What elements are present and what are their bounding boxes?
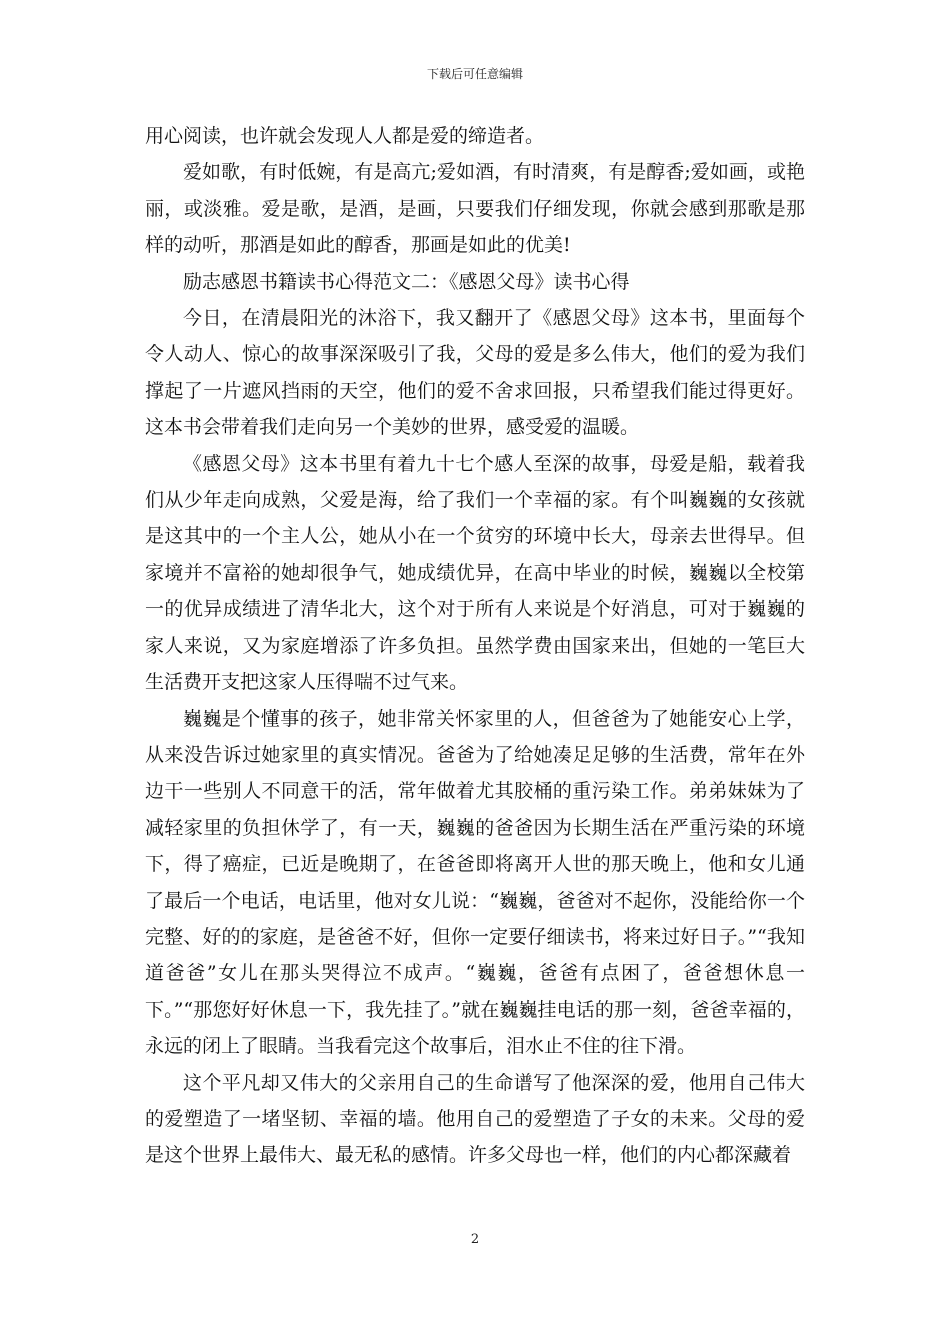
body-paragraph: 《感恩父母》这本书里有着九十七个感人至深的故事，母爱是船，载着我们从少年走向成熟，父爱是海，给了我们一个幸福的家。有个叫巍巍的女孩就是这其中的一个主人公，她从小在一个贫穷的环境中长大，母亲去世得早。但家境并不富裕的她却很争气，她成绩优异，在高中毕业的时候，巍巍以全校第一的优异成绩进了清华北大，这个对于所有人来说是个好消息，可对于巍巍的家人来说，又为家庭增添了许多负担。虽然学费由国家来出，但她的一笔巨大生活费开支把这家人压得喘不过气来。 [145, 452, 805, 694]
body-paragraph: 这个平凡却又伟大的父亲用自己的生命谱写了他深深的爱，他用自己伟大的爱塑造了一堵坚韧、幸福的墙。他用自己的爱塑造了子女的未来。父母的爱是这个世界上最伟大、最无私的感情。许多父母也一样，他们的内心都深藏着 [145, 1071, 805, 1167]
body-paragraph: 巍巍是个懂事的孩子，她非常关怀家里的人，但爸爸为了她能安心上学，从来没告诉过她家里的真实情况。爸爸为了给她凑足足够的生活费，常年在外边干一些别人不同意干的活，常年做着尤其胶桶的重污染工作。弟弟妹妹为了减轻家里的负担休学了，有一天，巍巍的爸爸因为长期生活在严重污染的环境下，得了癌症，已近是晚期了，在爸爸即将离开人世的那天晚上，他和女儿通了最后一个电话，电话里，他对女儿说：“巍巍，爸爸对不起你，没能给你一个完整、好的的家庭，是爸爸不好，但你一定要仔细读书，将来过好日子。”“我知道爸爸”女儿在那头哭得泣不成声。“巍巍，爸爸有点困了，爸爸想休息一下。”“那您好好休息一下，我先挂了。”就在巍巍挂电话的那一刻，爸爸幸福的，永远的闭上了眼睛。当我看完这个故事后，泪水止不住的往下滑。 [145, 707, 805, 1058]
body-paragraph: 用心阅读，也许就会发现人人都是爱的缔造者。 [145, 125, 545, 147]
body-paragraph: 爱如歌，有时低婉，有是高亢;爱如酒，有时清爽，有是醇香;爱如画，或艳丽，或淡雅。爱是歌，是酒，是画，只要我们仔细发现，你就会感到那歌是那样的动听，那酒是如此的醇香，那画是如此的优美! [145, 161, 805, 257]
page-header: 下载后可任意编辑 [426, 67, 523, 81]
document-body [145, 118, 805, 1174]
page-number: 2 [470, 1232, 480, 1247]
section-title: 励志感恩书籍读书心得范文二：《感恩父母》读书心得 [183, 270, 630, 293]
body-paragraph: 今日，在清晨阳光的沐浴下，我又翻开了《感恩父母》这本书，里面每个令人动人、惊心的故事深深吸引了我，父母的爱是多么伟大，他们的爱为我们撑起了一片遮风挡雨的天空，他们的爱不舍求回报，只希望我们能过得更好。这本书会带着我们走向另一个美妙的世界，感受爱的温暖。 [145, 307, 805, 439]
